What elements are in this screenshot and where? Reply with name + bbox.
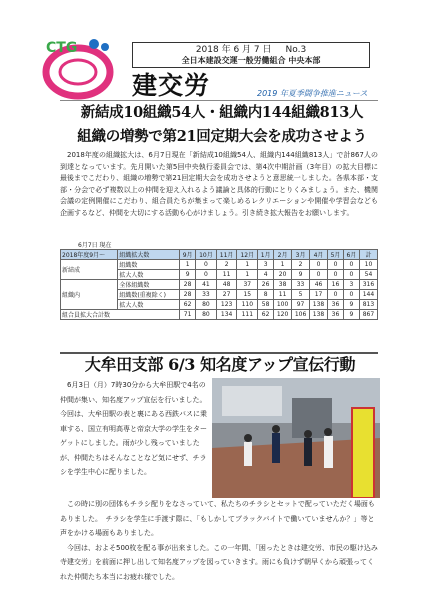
row-group-label: 組織内: [61, 280, 118, 310]
table-header-row: [61, 250, 378, 260]
masthead-box: [132, 42, 370, 68]
table-cell: 48: [216, 280, 237, 290]
month-header: 6月: [343, 250, 359, 260]
issue-number: No.3: [285, 45, 307, 55]
table-cell: 38: [274, 280, 292, 290]
newsletter-title: 建交労: [132, 71, 211, 100]
table-cell: 33: [196, 290, 217, 300]
table-cell: 1: [180, 260, 196, 270]
row-label: 全体組織数: [118, 280, 180, 290]
table-cell: 9: [180, 270, 196, 280]
month-header: 3月: [292, 250, 310, 260]
table-cell: 144: [359, 290, 377, 300]
story-paragraph: この時に別の団体もチラシ配りをなさっていて、私たちのチラシとセットで配っていただく場面もありました。 チラシを学生に手渡す際に、「もしかしてブラックバイトで働いていませんか？」等と声をかける場面もありました。: [60, 500, 375, 537]
table-cell: 0: [328, 260, 344, 270]
expansion-table-section: [60, 240, 378, 320]
table-cell: 3: [258, 260, 274, 270]
table-cell: 36: [328, 310, 344, 320]
sub-headline: 組織の増勢で第21回定期大会を成功させよう: [77, 128, 367, 145]
table-cell: 62: [180, 300, 196, 310]
table-cell: 111: [237, 310, 258, 320]
table-cell: 0: [310, 260, 328, 270]
total-header: 計: [359, 250, 377, 260]
row-label: 組織数(重複除く): [118, 290, 180, 300]
intro-article: [60, 150, 378, 220]
table-cell: 10: [359, 260, 377, 270]
table-cell: 0: [196, 260, 217, 270]
table-cell: 8: [258, 290, 274, 300]
table-cell: 37: [237, 280, 258, 290]
table-cell: 0: [310, 270, 328, 280]
month-header: 1月: [258, 250, 274, 260]
count-header: 組織拡大数: [118, 250, 180, 260]
table-cell: 0: [196, 270, 217, 280]
month-header: 4月: [310, 250, 328, 260]
table-cell: 120: [274, 310, 292, 320]
row-label: 拡大人数: [118, 300, 180, 310]
table-cell: 1: [237, 270, 258, 280]
month-header: 5月: [328, 250, 344, 260]
table-cell: 0: [328, 270, 344, 280]
month-header: 12月: [237, 250, 258, 260]
table-cell: 1: [274, 260, 292, 270]
table-cell: 9: [343, 310, 359, 320]
table-cell: 58: [258, 300, 274, 310]
table-cell: 26: [258, 280, 274, 290]
row-group-label: 新結成: [61, 260, 118, 280]
table-cell: 11: [274, 290, 292, 300]
table-cell: 20: [274, 270, 292, 280]
table-caption: 6月7日 現在: [78, 242, 112, 249]
story-column: [60, 378, 208, 480]
main-headline: 新結成10組織54人・組織内144組織813人: [80, 104, 364, 121]
month-header: 10月: [196, 250, 217, 260]
month-header: 11月: [216, 250, 237, 260]
table-cell: 33: [292, 280, 310, 290]
union-logo: [34, 34, 122, 100]
period-header: 2018年度9月～: [61, 250, 118, 260]
month-header: 2月: [274, 250, 292, 260]
table-cell: 41: [196, 280, 217, 290]
table-cell: 9: [343, 300, 359, 310]
table-cell: 16: [328, 280, 344, 290]
table-row: [61, 260, 378, 270]
table-cell: 62: [258, 310, 274, 320]
table-cell: 0: [343, 260, 359, 270]
logo-letters: CTG: [46, 40, 78, 56]
table-cell: 5: [292, 290, 310, 300]
table-body: [61, 260, 378, 320]
expansion-table: [60, 249, 378, 320]
table-cell: 100: [274, 300, 292, 310]
table-cell: 0: [328, 290, 344, 300]
table-cell: 4: [258, 270, 274, 280]
table-cell: 1: [237, 260, 258, 270]
table-cell: 15: [237, 290, 258, 300]
table-cell: 134: [216, 310, 237, 320]
issue-date: 2018 年 6 月 7 日: [195, 45, 272, 55]
story-paragraph: 今回は、およそ500枚を配る事が出来ました。この一年間、「困ったときは建交労、市民の駆け込み寺建交労」を前面に押し出して知名度アップを図っていきます。雨にも負けず朝早くから頑張ってくれた仲間たち本当にお疲れ様でした。: [60, 543, 378, 581]
table-cell: 138: [310, 310, 328, 320]
table-row: [61, 310, 378, 320]
table-cell: 9: [292, 270, 310, 280]
table-cell: 3: [343, 280, 359, 290]
table-cell: 97: [292, 300, 310, 310]
table-cell: 2: [216, 260, 237, 270]
leafleting-photo: [212, 378, 380, 498]
table-cell: 123: [216, 300, 237, 310]
table-cell: 80: [196, 300, 217, 310]
table-cell: 80: [196, 310, 217, 320]
table-cell: 2: [292, 260, 310, 270]
table-cell: 138: [310, 300, 328, 310]
table-cell: 54: [359, 270, 377, 280]
table-cell: 28: [180, 280, 196, 290]
table-cell: 0: [343, 290, 359, 300]
table-cell: 110: [237, 300, 258, 310]
newsletter-subtitle: 2019 年夏季闘争推進ニュース: [257, 89, 368, 98]
story-paragraph: 6月3日（月）7時30分から大牟田駅で4名の仲間が集い、知名度アップ宣伝を行いました。今回は、大牟田駅の表と裏にある西鉄バスに乗車する、国立有明高専と帝京大学の学生をターゲットにしました。雨が少し残っていましたが、仲間たちはそんなことなど気にせず、チラシを学生中心に配りました。: [60, 381, 207, 476]
table-cell: 316: [359, 280, 377, 290]
table-cell: 46: [310, 280, 328, 290]
section2-headline: 大牟田支部 6/3 知名度アップ宣伝行動: [84, 355, 356, 374]
organization-name: 全日本建設交運一般労働組合 中央本部: [181, 56, 321, 65]
table-row: [61, 280, 378, 290]
table-cell: 27: [216, 290, 237, 300]
table-cell: 106: [292, 310, 310, 320]
table-cell: 36: [328, 300, 344, 310]
table-cell: 867: [359, 310, 377, 320]
row-label: 拡大人数: [118, 270, 180, 280]
row-label: 組織数: [118, 260, 180, 270]
table-cell: 28: [180, 290, 196, 300]
table-cell: 813: [359, 300, 377, 310]
table-cell: 17: [310, 290, 328, 300]
table-cell: 0: [343, 270, 359, 280]
table-cell: 11: [216, 270, 237, 280]
row-group-label: 組合員拡大合計数: [61, 310, 180, 320]
table-cell: 71: [180, 310, 196, 320]
month-header: 9月: [180, 250, 196, 260]
intro-paragraph: 2018年度の組織拡大は、6月7日現在「新結成10組織54人、組織内144組織813人」で計867人の到達となっています。先月開いた第5回中央執行委員会では、第4次中期計画（3年目）の拡大目標に最後までこだわり、組織の増勢で第21回定期大会を成功させようと意思統一しました。各県本部・支部・分会で必ず複数以上の仲間を迎え入れるよう議論と具体的行動にとりくみましょう。また、機関会議の定例開催にこだわり、組合員たちが集まって楽しめるレクリエーションや開催や学習会なども企画するなど、仲間を大切にする活動も心がけましょう。引き続き拡大報告をお願いします。: [60, 151, 378, 217]
story-continued: [60, 497, 380, 584]
